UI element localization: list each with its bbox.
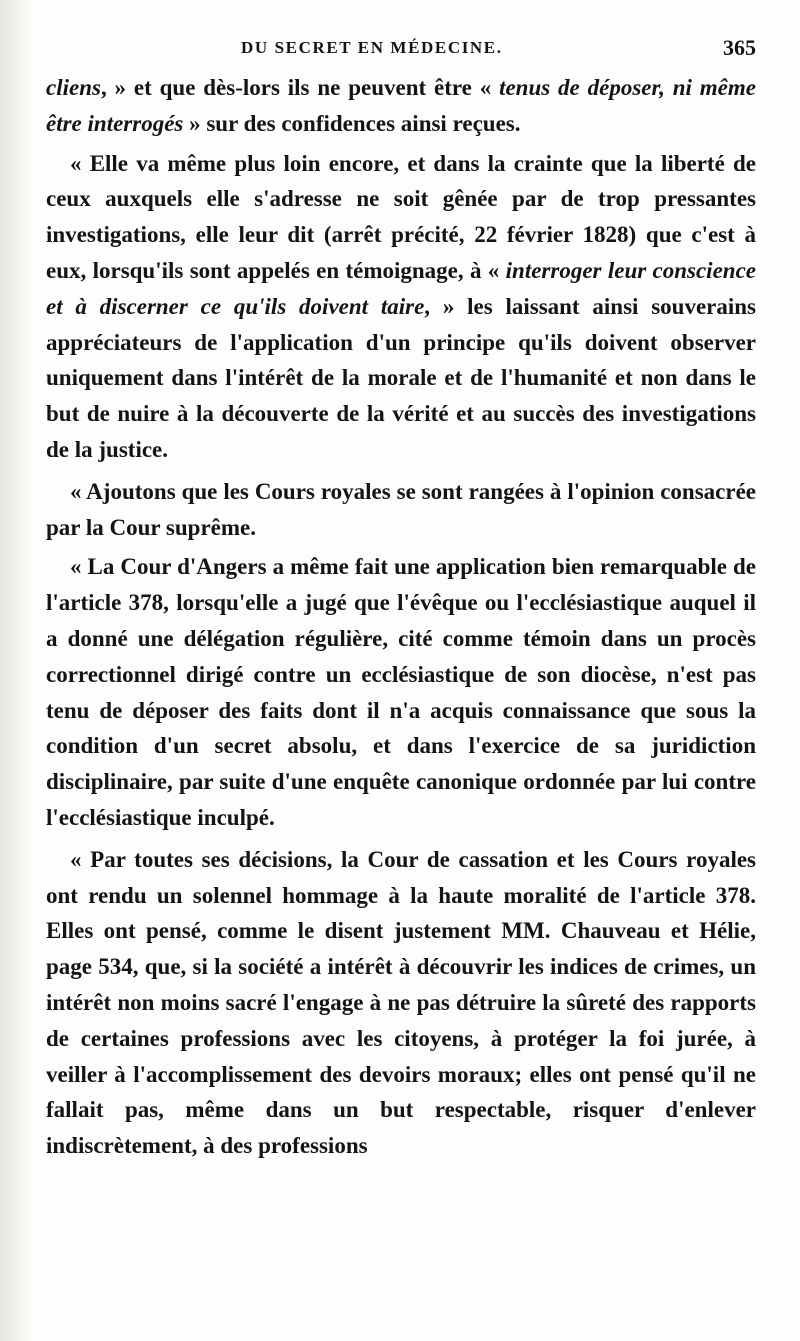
body-text — [46, 70, 756, 1164]
paragraph-3: « Ajoutons que les Cours royales se sont rangées à l'opinion consacrée par la Cour suprême. — [46, 478, 756, 540]
italic-quote: tenus de déposer, ni même être interrogés — [46, 75, 756, 136]
text-segment: » sur des confidences ainsi reçues. — [183, 110, 521, 136]
page-gutter-shadow — [0, 0, 34, 1341]
text-segment: , » les laissant ainsi souverains appréciateurs de l'application d'un principe qu'ils doivent observer uniquement dans l'intérêt de la morale et de l'humanité et non dans le but de nuire à la découverte de la vérité et au succès des investigations de la justice. — [46, 293, 756, 462]
page-header — [46, 35, 756, 62]
paragraph-4: « La Cour d'Angers a même fait une application bien remarquable de l'article 378, lorsqu'elle a jugé que l'évêque ou l'ecclésiastique auquel il a donné une délégation régulière, cité comme témoin dans un procès correctionnel dirigé contre un ecclésiastique de son diocèse, n'est pas tenu de déposer des faits dont il n'a acquis connaissance que sous la condition d'un secret absolu, et dans l'exercice de sa juridiction disciplinaire, par suite d'une enquête canonique ordonnée par lui contre l'ecclésiastique inculpé. — [46, 554, 756, 830]
paragraph-5: « Par toutes ses décisions, la Cour de cassation et les Cours royales ont rendu un solennel hommage à la haute moralité de l'article 378. Elles ont pensé, comme le disent justement MM. Chauveau et Hélie, page 534, que, si la société a intérêt à découvrir les indices de crimes, un intérêt non moins sacré l'engage à ne pas détruire la sûreté des rapports de certaines professions avec les citoyens, à protéger la foi jurée, à veiller à l'accomplissement des devoirs moraux; elles ont pensé qu'il ne fallait pas, même dans un but respectable, risquer d'enlever indiscrètement, à des professions — [46, 846, 756, 1159]
page-number: 365 — [723, 35, 756, 60]
paragraph-2 — [46, 146, 756, 468]
text-segment: , » et que dès-lors ils ne peuvent être « — [100, 75, 500, 100]
italic-quote: interroger leur conscience et à discerner ce qu'ils doivent taire — [46, 257, 756, 319]
text-segment: « Elle va même plus loin encore, et dans la crainte que la liberté de ceux auxquels elle s'adresse ne soit gênée par de trop pressantes investigations, elle leur dit (arrêt précité, 22 février 1828) que c'est à eux, lorsqu'ils sont appelés en témoignage, à « — [46, 150, 756, 283]
running-head: DU SECRET EN MÉDECINE. — [241, 38, 503, 57]
paragraph-1 — [46, 70, 756, 142]
italic-phrase: cliens — [46, 75, 101, 100]
